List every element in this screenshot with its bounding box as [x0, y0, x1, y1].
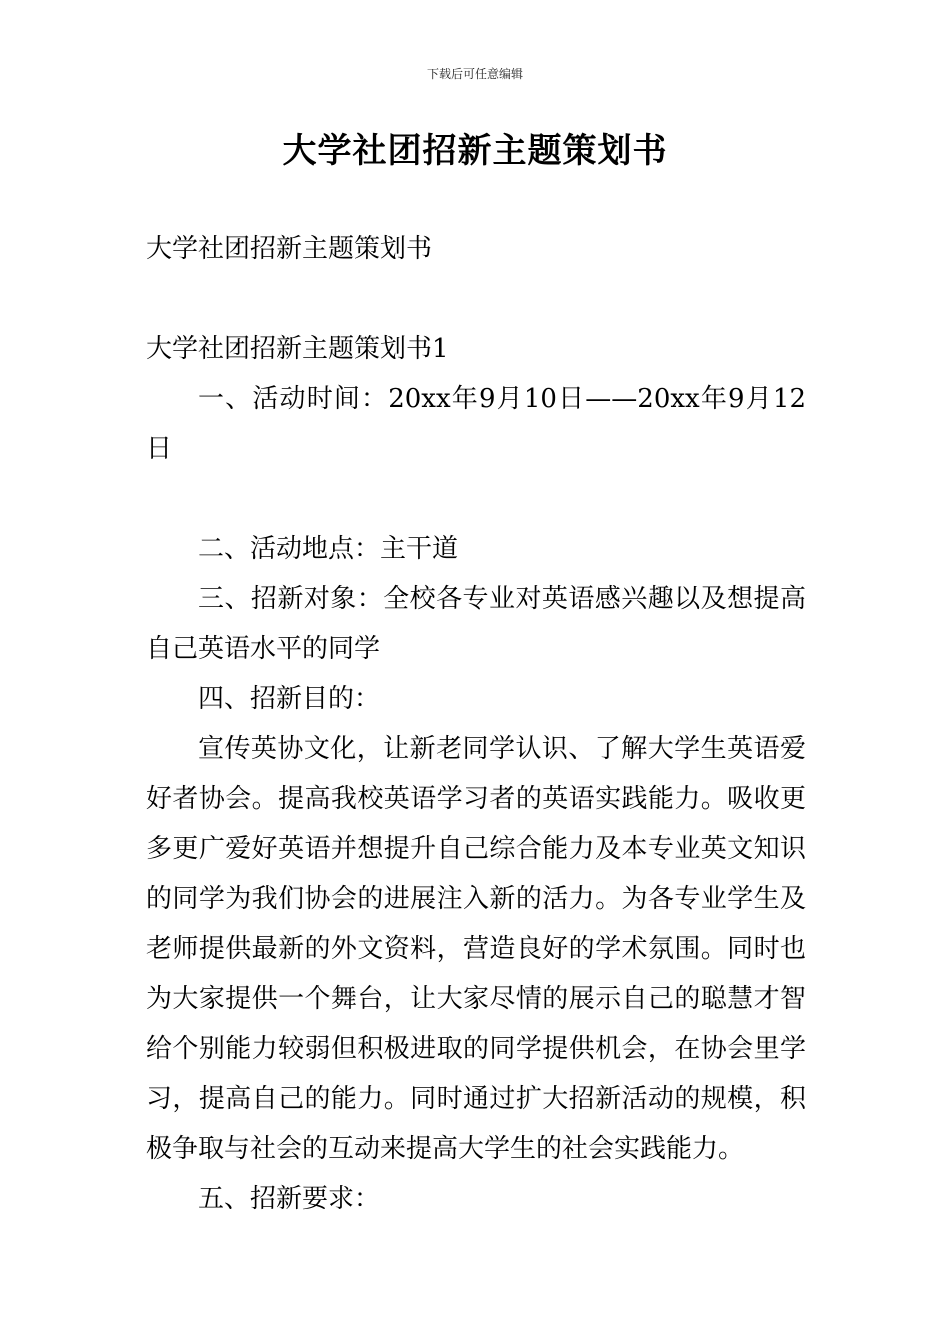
header-note: 下载后可任意编辑: [426, 67, 523, 81]
section-heading: 大学社团招新主题策划书1: [146, 334, 449, 364]
document-subtitle: 大学社团招新主题策划书: [146, 234, 433, 264]
paragraph-activity-time: 一、活动时间：20xx年9月10日——20xx年9月12日: [146, 384, 806, 464]
paragraph-activity-location: 二、活动地点：主干道: [198, 534, 459, 564]
paragraph-recruit-purpose-heading: 四、招新目的：: [198, 684, 381, 714]
document-title: 大学社团招新主题策划书: [282, 131, 668, 171]
paragraph-recruit-requirements-heading: 五、招新要求：: [198, 1184, 381, 1214]
paragraph-recruit-target: 三、招新对象：全校各专业对英语感兴趣以及想提高自己英语水平的同学: [146, 584, 806, 664]
paragraph-recruit-purpose-body: 宣传英协文化，让新老同学认识、了解大学生英语爱好者协会。提高我校英语学习者的英语实践能力。吸收更多更广爱好英语并想提升自己综合能力及本专业英文知识的同学为我们协会的进展注入新的活力。为各专业学生及老师提供最新的外文资料，营造良好的学术氛围。同时也为大家提供一个舞台，让大家尽情的展示自己的聪慧才智给个别能力较弱但积极进取的同学提供机会，在协会里学习，提高自己的能力。同时通过扩大招新活动的规模，积极争取与社会的互动来提高大学生的社会实践能力。: [146, 734, 806, 1164]
